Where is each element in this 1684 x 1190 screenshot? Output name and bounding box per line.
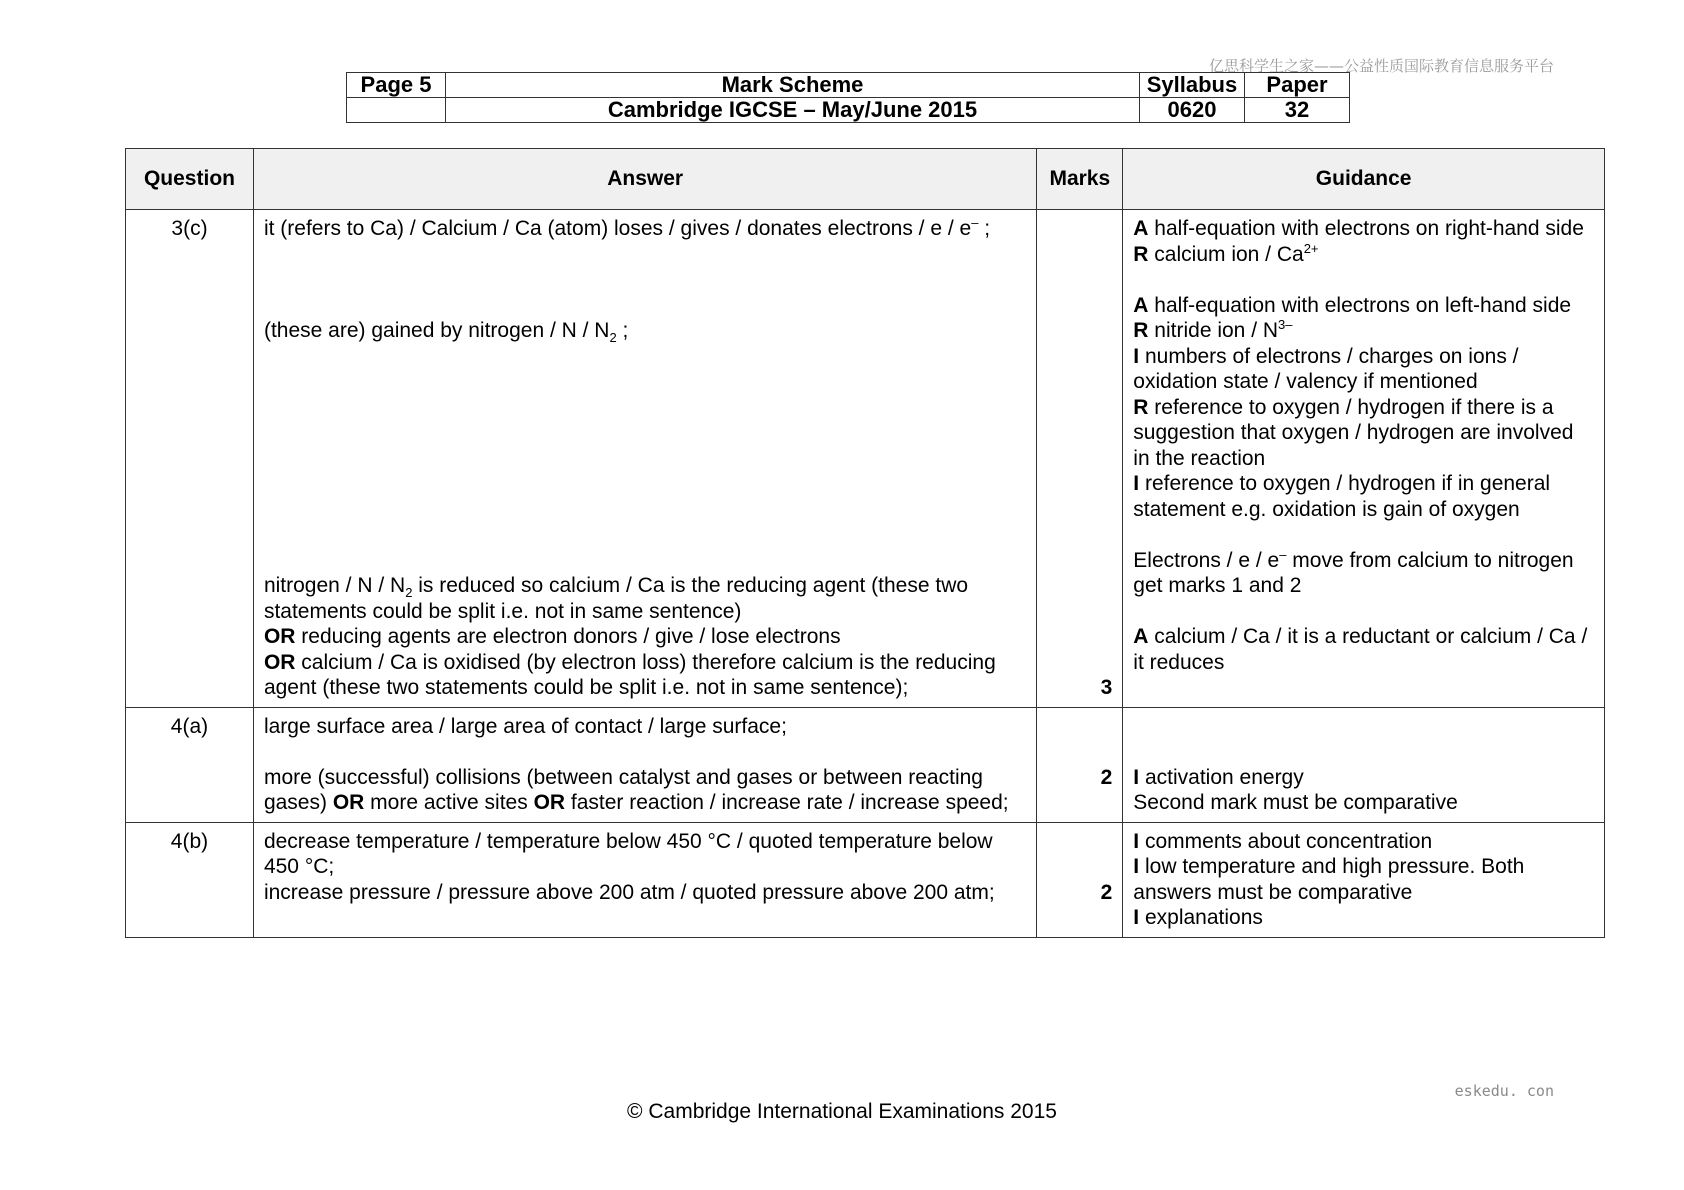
- guidance-cell: [1123, 822, 1605, 937]
- guidance-line: R calcium ion / $Ca^{2+}$: [1133, 240, 1319, 266]
- header-table: [346, 72, 1350, 123]
- answer-line: more (successful) collisions (between catalyst and gases or between reacting gases) OR more active sites OR faster reaction / increase rate / increase speed;: [263, 765, 1009, 814]
- marks-value: 2: [1037, 822, 1123, 937]
- answer-line: OR reducing agents are electron donors / give / lose electrons: [263, 625, 841, 648]
- copyright-footer: © Cambridge International Examinations 2015: [627, 1100, 1057, 1123]
- column-header-guidance: Guidance: [1123, 149, 1605, 210]
- guidance-line: A half-equation with electrons on left-hand side: [1133, 293, 1572, 317]
- answer-cell: [253, 707, 1036, 822]
- answer-line: OR calcium / Ca is oxidised (by electron loss) therefore calcium is the reducing agent (these two statements could be split i.e. not in same sentence);: [263, 650, 996, 699]
- exam-title: Cambridge IGCSE – May/June 2015: [446, 98, 1140, 123]
- question-number: 4(b): [126, 822, 254, 937]
- syllabus-label: Syllabus: [1140, 73, 1245, 98]
- answer-line: large surface area / large area of contact / large surface;: [263, 714, 787, 738]
- table-row: [126, 210, 1605, 708]
- guidance-cell: [1123, 210, 1605, 708]
- column-header-marks: Marks: [1037, 149, 1123, 210]
- paper-number: 32: [1245, 98, 1350, 123]
- guidance-line: A half-equation with electrons on right-hand side: [1133, 217, 1584, 240]
- table-row: [126, 707, 1605, 822]
- answer-line: decrease temperature / temperature below 450 °C / quoted temperature below 450 °C;: [263, 829, 993, 878]
- guidance-line: A calcium / Ca / it is a reductant or calcium / Ca / it reduces: [1133, 625, 1588, 674]
- watermark-bottom: eskedu. con: [1454, 1082, 1554, 1100]
- guidance-cell: [1123, 707, 1605, 822]
- answer-line: increase pressure / pressure above 200 atm / quoted pressure above 200 atm;: [263, 880, 995, 904]
- answer-cell: [253, 822, 1036, 937]
- guidance-line: Second mark must be comparative: [1133, 791, 1458, 814]
- answer-line: it (refers to Ca) / Calcium / Ca (atom) loses / gives / donates electrons / e / e– ;: [263, 215, 991, 240]
- answer-line: nitrogen / N / $N_2$ is reduced so calcium / Ca is the reducing agent (these two statements could be split i.e. not in same sentence): [263, 574, 969, 623]
- answer-line: (these are) gained by nitrogen / N / $N_2$ ;: [263, 319, 629, 346]
- question-number: 3(c): [126, 210, 254, 708]
- guidance-line: I low temperature and high pressure. Both answers must be comparative: [1133, 855, 1525, 904]
- guidance-line: I explanations: [1133, 906, 1263, 929]
- guidance-line: R nitride ion / $N^{3-}$: [1133, 317, 1293, 342]
- watermark-top: 亿思科学生之家——公益性质国际教育信息服务平台: [1208, 57, 1554, 75]
- mark-scheme-table: [125, 148, 1605, 938]
- guidance-line: Electrons / e / e– move from calcium to nitrogen get marks 1 and 2: [1133, 546, 1574, 597]
- table-header-row: [126, 149, 1605, 210]
- syllabus-code: 0620: [1140, 98, 1245, 123]
- marks-value: 2: [1037, 707, 1123, 822]
- guidance-line: I activation energy: [1133, 765, 1304, 789]
- guidance-line: I comments about concentration: [1133, 829, 1433, 853]
- marks-value: 3: [1037, 210, 1123, 708]
- answer-cell: [253, 210, 1036, 708]
- paper-label: Paper: [1245, 73, 1350, 98]
- guidance-line: I numbers of electrons / charges on ions / oxidation state / valency if mentioned: [1133, 344, 1519, 393]
- guidance-line: I reference to oxygen / hydrogen if in general statement e.g. oxidation is gain of oxygen: [1133, 472, 1551, 521]
- guidance-line: R reference to oxygen / hydrogen if there is a suggestion that oxygen / hydrogen are involved in the reaction: [1133, 395, 1574, 470]
- column-header-question: Question: [126, 149, 254, 210]
- question-number: 4(a): [126, 707, 254, 822]
- column-header-answer: Answer: [253, 149, 1036, 210]
- document-title: Mark Scheme: [446, 73, 1140, 98]
- page-number: Page 5: [347, 73, 446, 98]
- empty-cell: [347, 98, 446, 123]
- table-row: [126, 822, 1605, 937]
